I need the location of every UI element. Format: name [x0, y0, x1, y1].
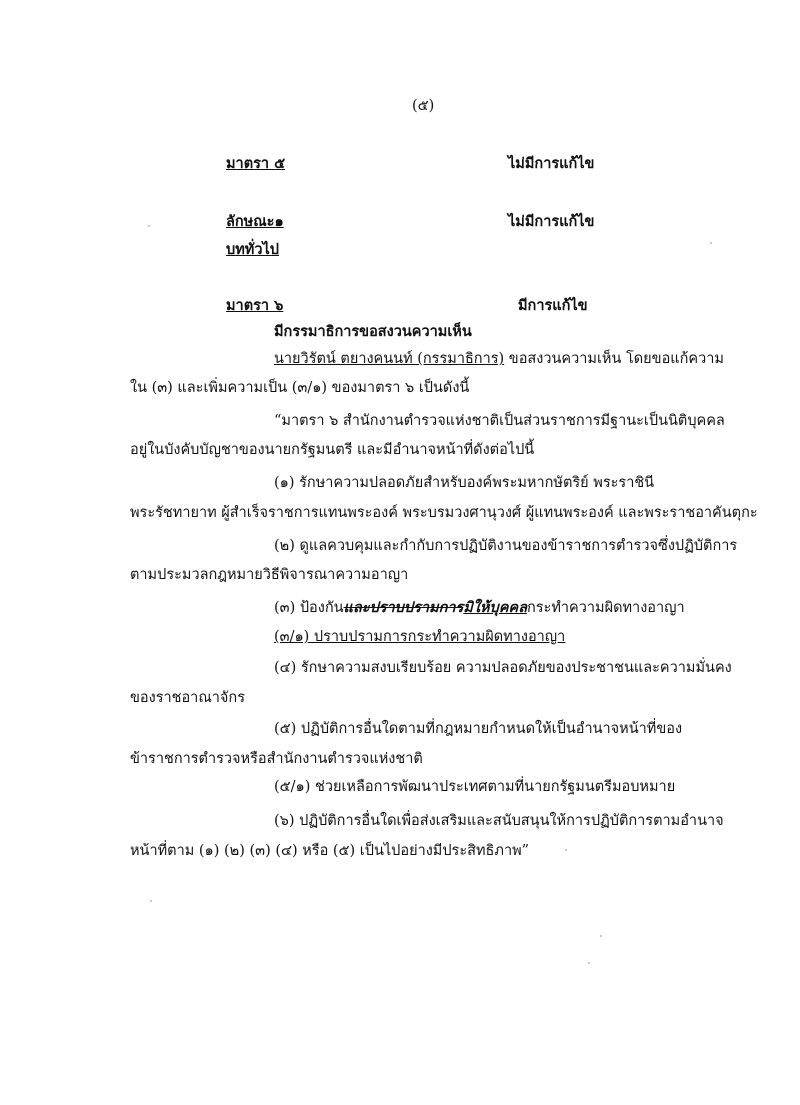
- reservation-intro-rest: ขอสงวนความเห็น โดยขอแก้ความ: [504, 351, 724, 367]
- item-6-line-2: หน้าที่ตาม (๑) (๒) (๓) (๔) หรือ (๕) เป็นไปอย่างมีประสิทธิภาพ”: [130, 843, 530, 859]
- item-2-line-2: ตามประมวลกฎหมายวิธีพิจารณาความอาญา: [130, 567, 409, 583]
- item-3-deleted-text: และปราบปรามการ: [343, 599, 464, 616]
- item-1-line-1: (๑) รักษาความปลอดภัยสำหรับองค์พระมหากษัตริย์ พระราชินี: [274, 475, 655, 491]
- page-number: (๕): [412, 98, 435, 114]
- section-6-heading: มาตรา ๖: [226, 297, 284, 314]
- scan-speck: [148, 225, 150, 227]
- scan-speck: [600, 935, 602, 937]
- chapter-1-status: ไม่มีการแก้ไข: [508, 213, 595, 230]
- scan-speck: [710, 242, 712, 244]
- chapter-1-heading: ลักษณะ๑: [226, 213, 284, 230]
- scan-speck: [150, 900, 152, 902]
- item-3-1: (๓/๑) ปราบปรามการกระทำความผิดทางอาญา: [274, 629, 566, 645]
- item-5-1: (๕/๑) ช่วยเหลือการพัฒนาประเทศตามที่นายกรัฐมนตรีมอบหมาย: [274, 779, 676, 795]
- reserver-name: นายวิรัตน์ ตยางคนนท์ (กรรมาธิการ): [274, 351, 505, 367]
- item-5-line-2: ข้าราชการตำรวจหรือสำนักงานตำรวจแห่งชาติ: [130, 751, 423, 767]
- reservation-heading: มีกรรมาธิการขอสงวนความเห็น: [274, 323, 472, 340]
- chapter-1-subtitle: บททั่วไป: [226, 241, 279, 258]
- item-3: [274, 598, 685, 618]
- scan-speck: [565, 849, 567, 851]
- scan-speck: [588, 962, 590, 964]
- quote-line-1: “มาตรา ๖ สำนักงานตำรวจแห่งชาติเป็นส่วนราชการมีฐานะเป็นนิติบุคคล: [274, 413, 725, 429]
- item-3-suffix: กระทำความผิดทางอาญา: [526, 600, 685, 616]
- reservation-intro: [274, 349, 724, 369]
- item-1-line-2: พระรัชทายาท ผู้สำเร็จราชการแทนพระองค์ พระบรมวงศานุวงศ์ ผู้แทนพระองค์ และพระราชอาคันตุกะ: [130, 505, 758, 521]
- quote-line-2: อยู่ในบังคับบัญชาของนายกรัฐมนตรี และมีอำนาจหน้าที่ดังต่อไปนี้: [130, 442, 535, 458]
- reservation-intro-cont: ใน (๓) และเพิ่มความเป็น (๓/๑) ของมาตรา ๖ เป็นดังนี้: [130, 380, 470, 396]
- item-3-prefix: (๓) ป้องกัน: [274, 600, 344, 616]
- item-3-inserted-text: มิให้บุคคล: [463, 599, 527, 616]
- item-6-line-1: (๖) ปฏิบัติการอื่นใดเพื่อส่งเสริมและสนับสนุนให้การปฏิบัติการตามอำนาจ: [274, 813, 724, 829]
- section-5-heading: มาตรา ๕: [226, 155, 286, 172]
- item-2-line-1: (๒) ดูแลควบคุมและกำกับการปฏิบัติงานของข้าราชการตำรวจซึ่งปฏิบัติการ: [274, 538, 738, 554]
- section-6-status: มีการแก้ไข: [518, 297, 588, 314]
- item-4-line-2: ของราชอาณาจักร: [130, 690, 245, 706]
- item-4-line-1: (๔) รักษาความสงบเรียบร้อย ความปลอดภัยของประชาชนและความมั่นคง: [274, 660, 732, 676]
- item-5-line-1: (๕) ปฏิบัติการอื่นใดตามที่กฎหมายกำหนดให้เป็นอำนาจหน้าที่ของ: [274, 721, 683, 737]
- section-5-status: ไม่มีการแก้ไข: [508, 155, 595, 172]
